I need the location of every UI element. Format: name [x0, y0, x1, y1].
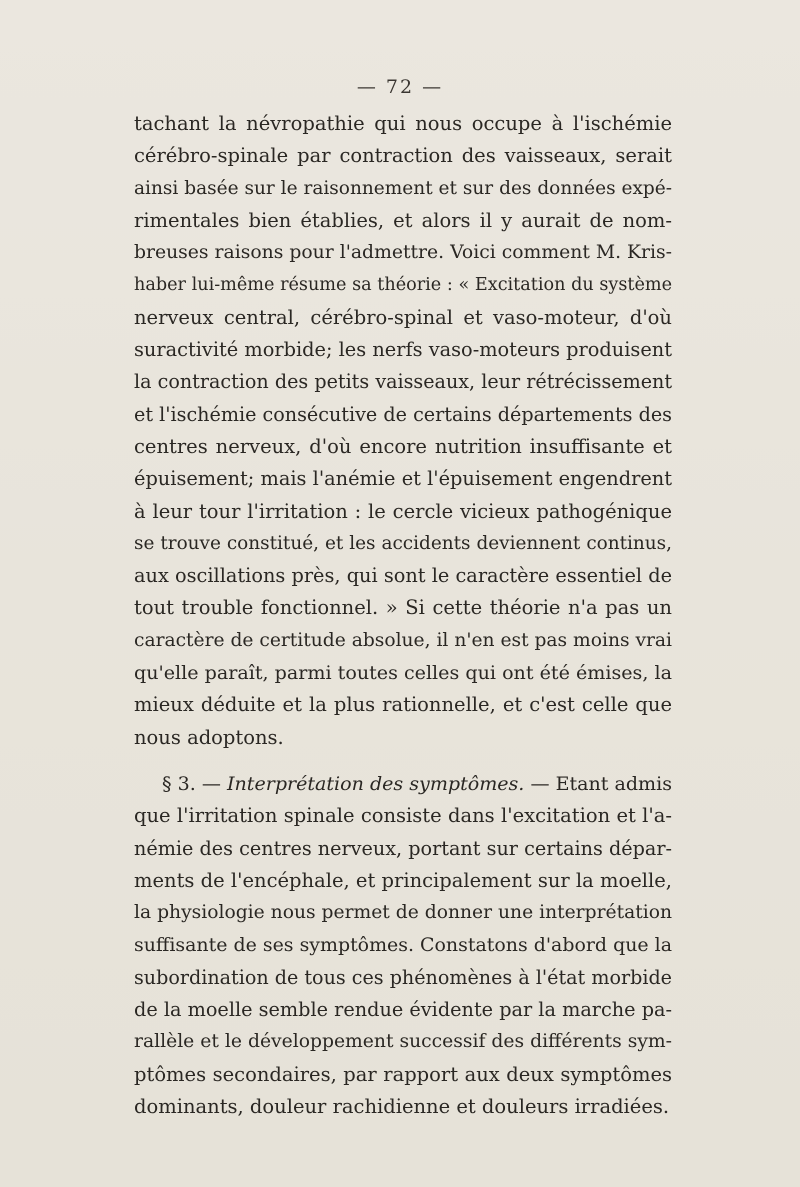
- text-line: némie des centres nerveux, portant sur certains dépar-: [134, 836, 672, 860]
- paragraph-2: [134, 768, 672, 1123]
- text-line: mieux déduite et la plus rationnelle, et c'est celle que: [134, 693, 672, 717]
- section-heading-line: [134, 768, 672, 800]
- section-lead-text: — Etant admis: [524, 772, 672, 795]
- text-line: suffisante de ses symptômes. Constatons d'abord que la: [134, 934, 672, 957]
- text-line: subordination de tous ces phénomènes à l'état morbide: [134, 965, 672, 989]
- text-line: dominants, douleur rachidienne et douleurs irradiées.: [134, 1094, 670, 1118]
- text-line: la contraction des petits vaisseaux, leur rétrécissement: [134, 370, 672, 394]
- section-title: Interprétation des symptômes.: [227, 772, 525, 795]
- text-line: caractère de certitude absolue, il n'en est pas moins vrai: [134, 629, 673, 651]
- text-line: épuisement; mais l'anémie et l'épuisement engendrent: [134, 467, 672, 491]
- text-line: à leur tour l'irritation : le cercle vicieux pathogénique: [134, 499, 672, 523]
- text-line: tachant la névropathie qui nous occupe à l'ischémie: [134, 112, 672, 135]
- text-line: qu'elle paraît, parmi toutes celles qui ont été émises, la: [134, 661, 672, 685]
- text-line: nous adoptons.: [134, 725, 284, 749]
- text-line: de la moelle semble rendue évidente par la marche pa-: [134, 998, 672, 1022]
- text-line: ainsi basée sur le raisonnement et sur des données expé-: [134, 177, 672, 199]
- paragraph-gap: [134, 754, 672, 768]
- text-line: ptômes secondaires, par rapport aux deux symptômes: [134, 1062, 672, 1086]
- text-line: suractivité morbide; les nerfs vaso-moteurs produisent: [134, 338, 672, 362]
- text-line: tout trouble fonctionnel. » Si cette théorie n'a pas un: [134, 596, 672, 620]
- text-line: se trouve constitué, et les accidents deviennent continus,: [134, 532, 672, 554]
- text-line: que l'irritation spinale consiste dans l'excitation et l'a-: [134, 804, 672, 828]
- text-line: haber lui-même résume sa théorie : « Excitation du système: [134, 275, 672, 296]
- text-line: ments de l'encéphale, et principalement sur la moelle,: [134, 868, 672, 892]
- text-line: nerveux central, cérébro-spinal et vaso-moteur, d'où: [134, 305, 672, 329]
- page-number: — 72 —: [356, 76, 444, 98]
- text-line: aux oscillations près, qui sont le caractère essentiel de: [134, 564, 672, 588]
- text-line: rimentales bien établies, et alors il y aurait de nom-: [134, 208, 672, 232]
- text-line: breuses raisons pour l'admettre. Voici comment M. Kris-: [134, 242, 672, 264]
- body-text: [134, 108, 672, 1123]
- text-line: rallèle et le développement successif des différents sym-: [134, 1031, 672, 1053]
- text-line: centres nerveux, d'où encore nutrition insuffisante et: [134, 434, 672, 458]
- text-line: cérébro-spinale par contraction des vaisseaux, serait: [134, 144, 672, 168]
- text-line: la physiologie nous permet de donner une interprétation: [134, 902, 672, 924]
- text-line: et l'ischémie consécutive de certains départements des: [134, 402, 672, 426]
- paragraph-1: [134, 108, 672, 754]
- section-prefix: § 3. —: [162, 772, 227, 795]
